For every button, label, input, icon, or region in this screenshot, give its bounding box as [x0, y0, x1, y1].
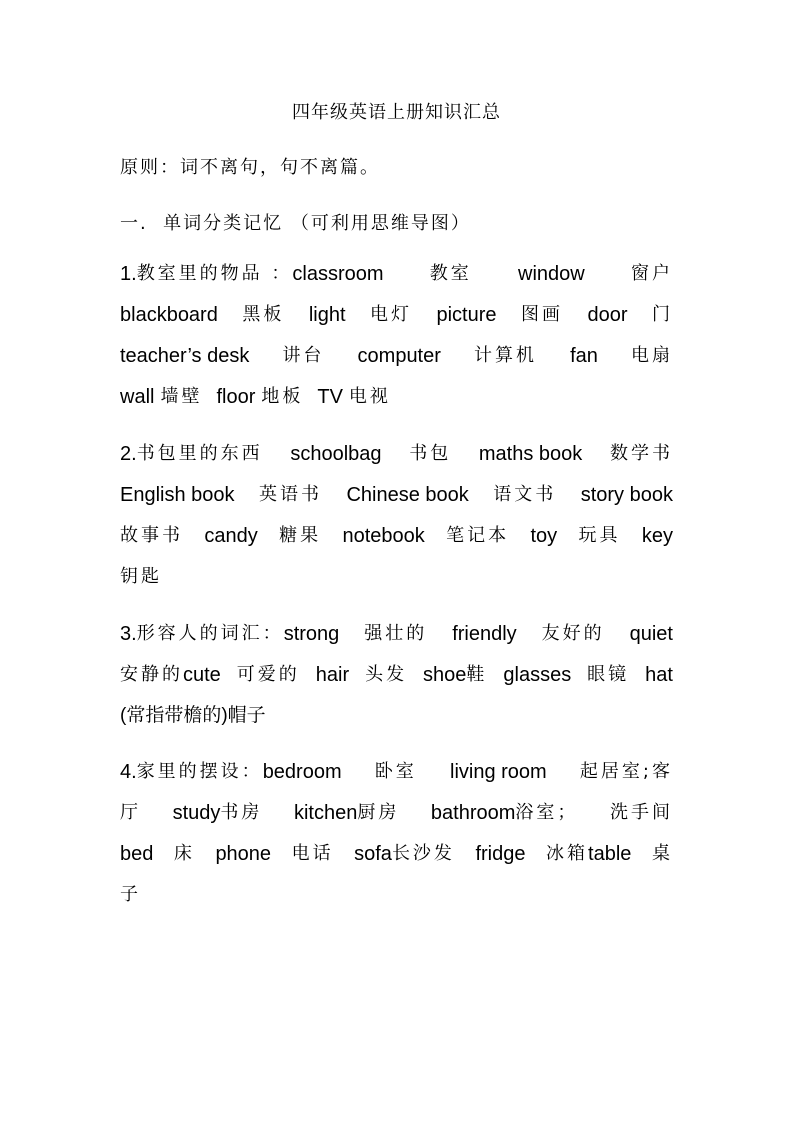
item-number: 3.	[120, 623, 137, 645]
page-title: 四年级英语上册知识汇总	[292, 102, 501, 123]
chinese-meaning: 浴室；	[515, 802, 579, 823]
paragraph-line	[120, 659, 673, 700]
chinese-meaning: 洗手间	[610, 802, 673, 823]
chinese-meaning: 图画	[521, 304, 563, 325]
english-word: English book	[120, 484, 235, 506]
english-word: maths book	[478, 443, 583, 465]
category-label: 家里的摆设：	[136, 761, 263, 782]
english-word: toy	[530, 525, 558, 547]
english-word: window	[518, 263, 585, 285]
paragraph-line	[120, 381, 673, 422]
item-number: 2.	[120, 443, 137, 465]
english-word: wall	[120, 386, 155, 408]
english-word: teacher’s desk	[120, 345, 250, 367]
english-word: floor	[216, 386, 256, 408]
word-note: (常指带檐的)帽子	[120, 705, 266, 726]
english-word: strong	[283, 623, 340, 645]
english-word: bedroom	[262, 761, 342, 783]
english-word: key	[641, 525, 673, 547]
english-word: notebook	[342, 525, 425, 547]
english-word: kitchen	[293, 802, 358, 824]
english-word: study	[172, 802, 221, 824]
english-word: door	[587, 304, 628, 326]
chinese-meaning: 黑板	[242, 304, 285, 325]
item-number: 1.	[120, 263, 137, 285]
paragraph-line	[120, 438, 673, 479]
chinese-meaning: 头发	[365, 664, 408, 685]
chinese-meaning: 床	[173, 843, 195, 864]
chinese-meaning: 桌	[651, 843, 673, 864]
english-word: fan	[570, 345, 598, 367]
paragraph-line	[120, 756, 673, 797]
chinese-meaning: 冰箱	[546, 843, 589, 864]
chinese-meaning: 糖果	[279, 525, 322, 546]
chinese-meaning: 友好的	[541, 623, 605, 644]
chinese-meaning: 笔记本	[446, 525, 510, 546]
chinese-meaning: 钥匙	[120, 566, 162, 587]
paragraph-line	[120, 258, 673, 299]
section-heading: 一. 单词分类记忆 （可利用思维导图）	[120, 213, 471, 234]
chinese-meaning: 讲台	[282, 345, 325, 366]
english-word: computer	[357, 345, 441, 367]
chinese-meaning: 卧室	[374, 761, 417, 782]
english-word: bathroom	[430, 802, 516, 824]
category-label: 书包里的东西	[136, 443, 263, 464]
chinese-meaning: 墙壁	[160, 386, 203, 407]
classroom-items-paragraph	[120, 258, 673, 422]
english-word: table	[588, 843, 632, 865]
chinese-meaning: 安静的	[120, 664, 183, 685]
category-label: 教室里的物品 ：	[136, 263, 293, 284]
english-word: fridge	[475, 843, 526, 865]
schoolbag-items-paragraph	[120, 438, 673, 602]
paragraph-line	[120, 299, 673, 340]
chinese-meaning: 门	[652, 304, 673, 325]
chinese-meaning: 起居室;客	[579, 761, 673, 782]
english-word: classroom	[292, 263, 384, 285]
paragraph-line	[120, 838, 673, 879]
chinese-meaning: 书房	[220, 802, 263, 823]
paragraph-line	[120, 700, 673, 741]
english-word: bed	[120, 843, 154, 865]
english-word: candy	[204, 525, 258, 547]
document-page	[120, 0, 673, 1122]
chinese-meaning: 计算机	[474, 345, 537, 366]
paragraph-line	[120, 879, 673, 920]
chinese-meaning: 厅	[120, 802, 141, 823]
english-word: light	[308, 304, 346, 326]
item-number: 4.	[120, 761, 137, 783]
chinese-meaning: 子	[120, 884, 141, 905]
chinese-meaning: 故事书	[120, 525, 183, 546]
chinese-meaning: 英语书	[259, 484, 322, 505]
category-label: 形容人的词汇：	[136, 623, 284, 644]
paragraph-line	[120, 561, 673, 602]
chinese-meaning: 电灯	[370, 304, 412, 325]
paragraph-line	[120, 797, 673, 838]
chinese-meaning: 玩具	[578, 525, 621, 546]
english-word: hair	[315, 664, 350, 686]
paragraph-line	[120, 479, 673, 520]
english-word: living room	[450, 761, 547, 783]
chinese-meaning: 地板	[261, 386, 304, 407]
english-word: TV	[317, 386, 343, 408]
english-word: cute	[183, 664, 221, 686]
chinese-meaning: 数学书	[609, 443, 673, 464]
english-word: sofa	[354, 843, 392, 865]
chinese-meaning: 鞋	[466, 664, 488, 685]
chinese-meaning: 强壮的	[364, 623, 428, 644]
chinese-meaning: 电扇	[631, 345, 673, 366]
english-word: phone	[215, 843, 272, 865]
english-word: glasses	[503, 664, 572, 686]
chinese-meaning: 语文书	[493, 484, 557, 505]
chinese-meaning: 厨房	[357, 802, 400, 823]
english-word: schoolbag	[290, 443, 382, 465]
chinese-meaning: 可爱的	[236, 664, 300, 685]
english-word: Chinese book	[346, 484, 469, 506]
english-word: friendly	[452, 623, 517, 645]
english-word: quiet	[629, 623, 673, 645]
chinese-meaning: 电话	[291, 843, 334, 864]
principle-line: 原则：词不离句，句不离篇。	[120, 157, 380, 178]
describe-people-paragraph	[120, 618, 673, 741]
english-word: shoe	[423, 664, 467, 686]
paragraph-line	[120, 520, 673, 561]
english-word: story book	[580, 484, 673, 506]
english-word: blackboard	[120, 304, 218, 326]
chinese-meaning: 长沙发	[391, 843, 455, 864]
chinese-meaning: 窗户	[630, 263, 673, 284]
home-furniture-paragraph	[120, 756, 673, 920]
paragraph-line	[120, 618, 673, 659]
chinese-meaning: 书包	[409, 443, 452, 464]
paragraph-line	[120, 340, 673, 381]
chinese-meaning: 电视	[348, 386, 391, 407]
english-word: hat	[645, 664, 673, 686]
chinese-meaning: 教室	[429, 263, 472, 284]
chinese-meaning: 眼镜	[587, 664, 630, 685]
english-word: picture	[436, 304, 497, 326]
